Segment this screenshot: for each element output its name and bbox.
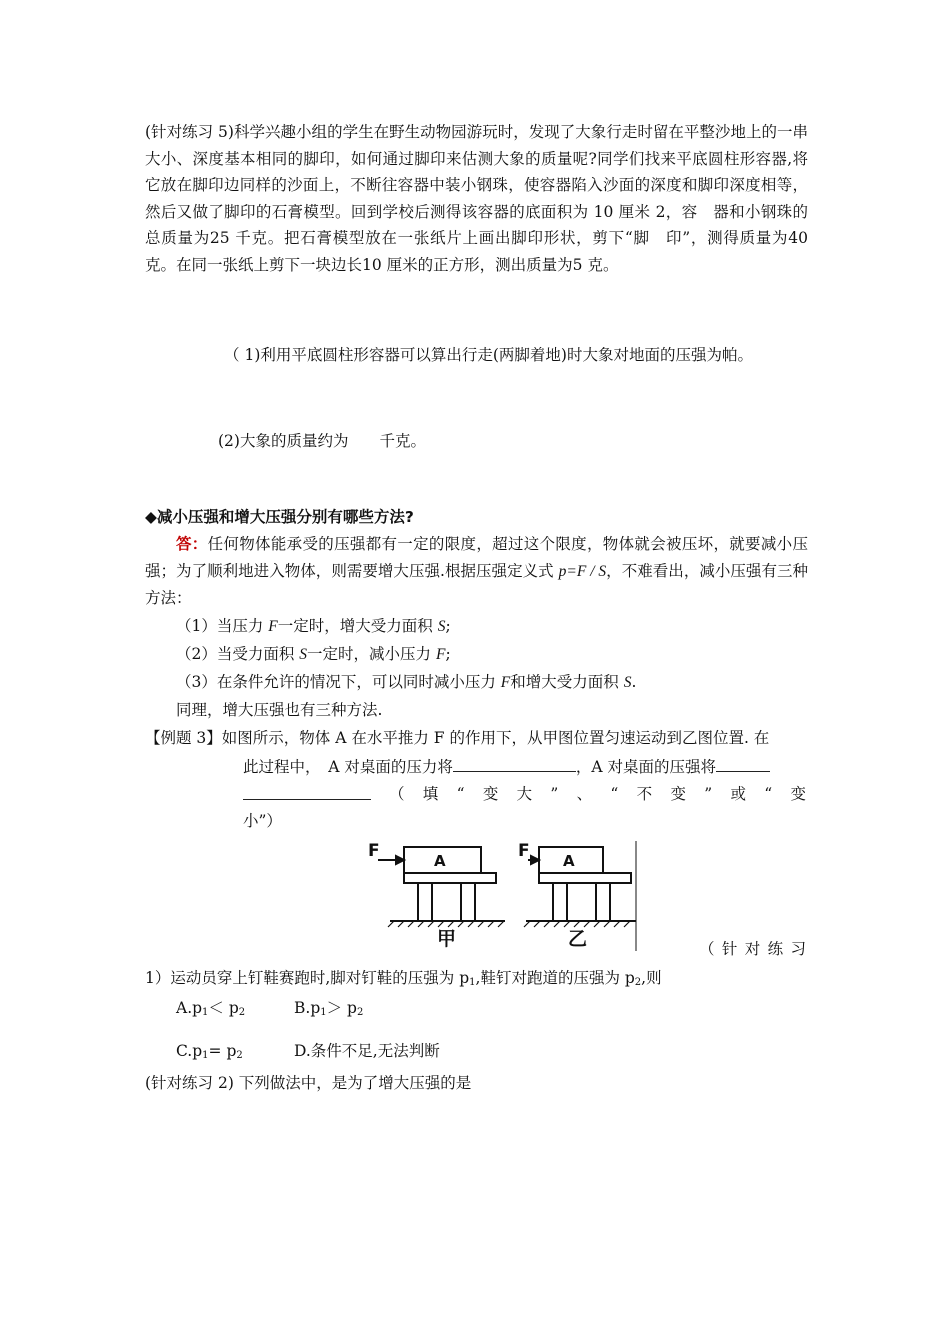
method-1: （1）当压力 F一定时，增大受力面积 S; bbox=[176, 617, 451, 635]
option-d[interactable]: D.条件不足,无法判断 bbox=[294, 1042, 440, 1060]
exercise1-heading-char: 练 bbox=[767, 940, 784, 958]
answer-paragraph: 答：任何物体能承受的压强都有一定的限度，超过这个限度，物体就会被压坏，就要减小压强；为了顺利地进入物体，则需要增大压强.根据压强定义式 p=F / S，不难看出，减小压强有三种方法： bbox=[145, 535, 809, 607]
method-2: （2）当受力面积 S一定时，减小压力 F; bbox=[176, 645, 451, 663]
exercise1-heading-char: 对 bbox=[744, 940, 761, 958]
example3-line3 bbox=[243, 781, 806, 807]
block-label-left: A bbox=[434, 852, 446, 870]
similar-note: 同理，增大压强也有三种方法. bbox=[176, 701, 383, 719]
answer-label: 答： bbox=[176, 535, 208, 553]
instruction-char: 不 bbox=[636, 785, 653, 803]
instruction-char: 填 bbox=[422, 785, 439, 803]
blank-force[interactable] bbox=[453, 755, 576, 772]
force-arrowhead-right bbox=[531, 856, 539, 864]
example3-line4: 小”） bbox=[243, 812, 282, 830]
instruction-char: “ bbox=[610, 785, 619, 803]
exercise1-heading-char: 习 bbox=[790, 940, 806, 958]
instruction-char: 变 bbox=[670, 785, 686, 803]
instruction-char: ” bbox=[704, 785, 713, 803]
example3-line2: 此过程中， A 对桌面的压力将 ，A 对桌面的压强将 bbox=[243, 754, 770, 780]
instruction-char: “ bbox=[456, 785, 465, 803]
blank-pressure-cont[interactable] bbox=[243, 781, 371, 800]
exercise1-heading-tail bbox=[699, 936, 806, 962]
instruction-char: （ bbox=[389, 785, 405, 803]
example3-figure bbox=[350, 838, 650, 956]
instruction-char: 变 bbox=[790, 785, 806, 803]
exercise1-heading-char: 针 bbox=[721, 940, 738, 958]
force-arrowhead-left bbox=[396, 856, 404, 864]
pressure-formula: p=F / S bbox=[558, 562, 607, 580]
force-label-right: F bbox=[518, 841, 530, 861]
block-label-right: A bbox=[563, 852, 575, 870]
method-3: （3）在条件允许的情况下，可以同时减小压力 F和增大受力面积 S. bbox=[176, 673, 637, 691]
instruction-char: ” bbox=[550, 785, 559, 803]
caption-right: 乙 bbox=[568, 928, 588, 950]
instruction-char: “ bbox=[764, 785, 773, 803]
option-b[interactable]: $B.p_1> p_2$ bbox=[294, 999, 364, 1018]
fill-instruction bbox=[389, 781, 806, 807]
exercise5-question1: （ 1)利用平底圆柱形容器可以算出行走(两脚着地)时大象对地面的压强为帕。 bbox=[224, 346, 753, 364]
exercise5-question2: (2)大象的质量约为 千克。 bbox=[218, 432, 426, 450]
caption-left: 甲 bbox=[437, 928, 457, 950]
instruction-char: 或 bbox=[730, 785, 746, 803]
exercise1-question: 1）运动员穿上钉鞋赛跑时,脚对钉鞋的压强为 $p_1$,鞋钉对跑道的压强为 $p_2$,则 bbox=[145, 969, 662, 988]
table-top-left bbox=[404, 873, 496, 883]
instruction-char: 、 bbox=[576, 785, 593, 803]
example3-line1: 【例题 3】如图所示，物体 A 在水平推力 F 的作用下，从甲图位置匀速运动到乙图位置. 在 bbox=[145, 729, 770, 747]
instruction-char: 大 bbox=[516, 785, 533, 803]
option-c[interactable]: $C.p_1= p_2$ bbox=[176, 1042, 243, 1061]
exercise1-heading-char: （ bbox=[699, 940, 715, 958]
table-top-right bbox=[539, 873, 631, 883]
section-heading: ◆减小压强和增大压强分别有哪些方法? bbox=[145, 508, 414, 526]
option-a[interactable]: $A.p_1< p_2$ bbox=[176, 999, 246, 1018]
exercise5-paragraph: (针对练习 5)科学兴趣小组的学生在野生动物园游玩时，发现了大象行走时留在平整沙地上的一串大小、深度基本相同的脚印，如何通过脚印来估测大象的质量呢?同学们找来平底圆柱形容器,将它放在脚印边同样的沙面上，不断往容器中装小钢珠，使容器陷入沙面的深度和脚印深度相等，然后又做了脚印的石膏模型。回到学校后测得该容器的底面积为 10 厘米 2，容 器和小钢珠的总质量为25 千克。把石膏模型放在一张纸片上画出脚印形状，剪下“脚 印”，测得质量为40 克。在同一张纸上剪下一块边长10 厘米的正方形，测出质量为5 克。 bbox=[145, 123, 808, 274]
instruction-char: 变 bbox=[482, 785, 499, 803]
force-label-left: F bbox=[368, 841, 380, 861]
exercise2-question: (针对练习 2) 下列做法中，是为了增大压强的是 bbox=[145, 1074, 472, 1092]
blank-pressure[interactable] bbox=[716, 755, 770, 772]
